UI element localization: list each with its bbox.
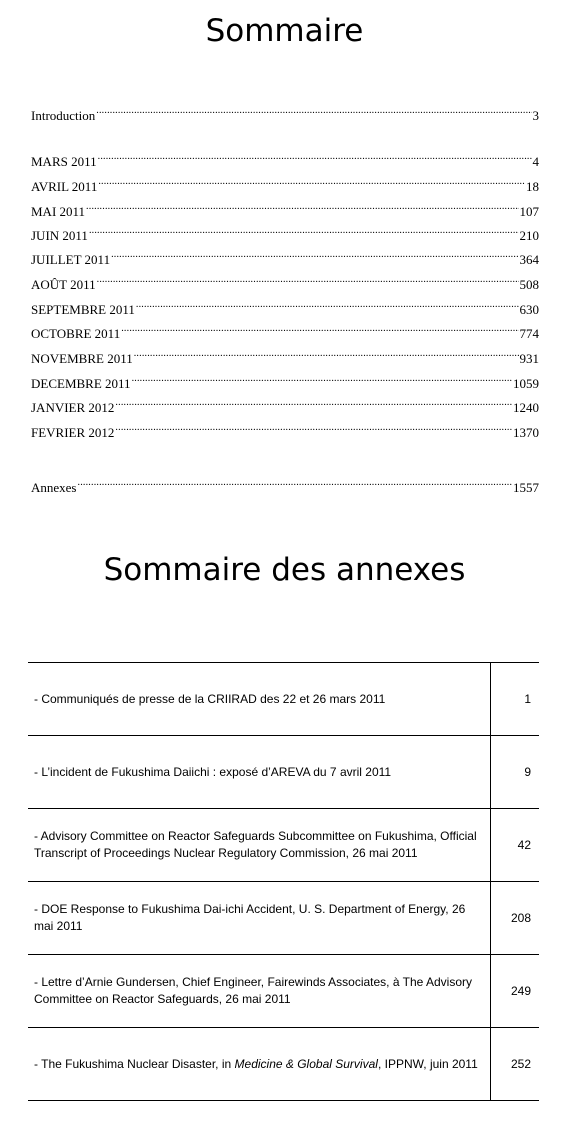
toc-entry-novembre-2011[interactable] [31, 345, 539, 366]
dot-leader [98, 148, 532, 166]
annex-page: 249 [491, 955, 539, 1028]
annex-page: 208 [491, 882, 539, 955]
annex-text-after: , IPPNW, juin 2011 [377, 1056, 478, 1071]
toc-entry-label: FEVRIER 2012 [31, 425, 115, 440]
toc-entry-page: 18 [526, 179, 539, 194]
dot-leader [111, 246, 518, 264]
dot-leader [98, 173, 525, 191]
toc-entry-fevrier-2012[interactable] [31, 419, 539, 440]
toc-entry-page: 630 [519, 302, 539, 317]
toc-entry-label: JANVIER 2012 [31, 400, 115, 415]
toc-entry-label: JUILLET 2011 [31, 252, 111, 267]
table-row[interactable] [28, 809, 539, 882]
annex-description [28, 1028, 491, 1101]
annex-description: - Lettre d’Arnie Gundersen, Chief Engineer, Fairewinds Associates, à The Advisory Committee on Reactor Safeguards, 26 mai 2011 [28, 955, 491, 1028]
toc-entry-label: SEPTEMBRE 2011 [31, 302, 135, 317]
dot-leader [96, 102, 531, 120]
toc-entry-label: AVRIL 2011 [31, 179, 98, 194]
toc-entry-decembre-2011[interactable] [31, 370, 539, 391]
toc-entry-mai-2011[interactable] [31, 198, 539, 219]
dot-leader [136, 296, 519, 314]
dot-leader [115, 394, 512, 412]
annex-page: 1 [491, 663, 539, 736]
annex-description: - DOE Response to Fukushima Dai-ichi Accident, U. S. Department of Energy, 26 mai 2011 [28, 882, 491, 955]
toc-entry-page: 1557 [513, 480, 539, 495]
dot-leader [78, 474, 513, 492]
dot-leader [132, 370, 512, 388]
dot-leader [86, 198, 518, 216]
annex-publication-title: Medicine & Global Survival [234, 1056, 378, 1071]
dot-leader [89, 222, 519, 240]
annex-description: - Communiqués de presse de la CRIIRAD des 22 et 26 mars 2011 [28, 663, 491, 736]
dot-leader [121, 320, 518, 338]
toc-entry-page: 774 [519, 326, 539, 341]
toc-entry-avril-2011[interactable] [31, 173, 539, 194]
toc-entry-juillet-2011[interactable] [31, 246, 539, 267]
toc-entry-page: 1240 [513, 400, 539, 415]
toc-entry-label: MARS 2011 [31, 154, 97, 169]
toc-entry-page: 364 [519, 252, 539, 267]
toc-entry-label: OCTOBRE 2011 [31, 326, 121, 341]
toc-entry-label: Introduction [31, 108, 96, 123]
table-row[interactable] [28, 663, 539, 736]
page-title: Sommaire [205, 13, 364, 49]
dot-leader [134, 345, 519, 363]
toc-entry-label: DECEMBRE 2011 [31, 376, 131, 391]
toc-entry-septembre-2011[interactable] [31, 296, 539, 317]
annex-description: - Advisory Committee on Reactor Safeguards Subcommittee on Fukushima, Official Transcript of Proceedings Nuclear Regulatory Commission, 26 mai 2011 [28, 809, 491, 882]
toc-entry-label: JUIN 2011 [31, 228, 88, 243]
toc-entry-label: AOÛT 2011 [31, 277, 96, 292]
toc-entry-mars-2011[interactable] [31, 148, 539, 169]
toc-entry-annexes[interactable] [31, 474, 539, 495]
annexes-title: Sommaire des annexes [103, 552, 466, 588]
toc-entry-label: NOVEMBRE 2011 [31, 351, 133, 366]
dot-leader [97, 271, 519, 289]
toc-entry-page: 931 [519, 351, 539, 366]
toc-entry-page: 1059 [513, 376, 539, 391]
annex-text-before: - The Fukushima Nuclear Disaster, in [34, 1056, 235, 1071]
table-row[interactable] [28, 955, 539, 1028]
toc-entry-introduction[interactable] [31, 102, 539, 123]
toc-entry-page: 4 [532, 154, 539, 169]
toc-entry-janvier-2012[interactable] [31, 394, 539, 415]
toc-entry-page: 508 [519, 277, 539, 292]
annex-page: 252 [491, 1028, 539, 1101]
annexes-table [28, 662, 539, 1101]
toc-entry-juin-2011[interactable] [31, 222, 539, 243]
annex-page: 42 [491, 809, 539, 882]
toc-entry-aout-2011[interactable] [31, 271, 539, 292]
toc-entry-label: Annexes [31, 480, 77, 495]
toc-entry-page: 1370 [513, 425, 539, 440]
toc-entry-page: 107 [519, 204, 539, 219]
table-row[interactable] [28, 882, 539, 955]
dot-leader [115, 419, 512, 437]
toc-entry-page: 210 [519, 228, 539, 243]
annex-description: - L’incident de Fukushima Daiichi : exposé d’AREVA du 7 avril 2011 [28, 736, 491, 809]
annex-page: 9 [491, 736, 539, 809]
table-row[interactable] [28, 736, 539, 809]
toc-entry-octobre-2011[interactable] [31, 320, 539, 341]
table-row[interactable] [28, 1028, 539, 1101]
toc-entry-label: MAI 2011 [31, 204, 86, 219]
toc-entry-page: 3 [532, 108, 539, 123]
